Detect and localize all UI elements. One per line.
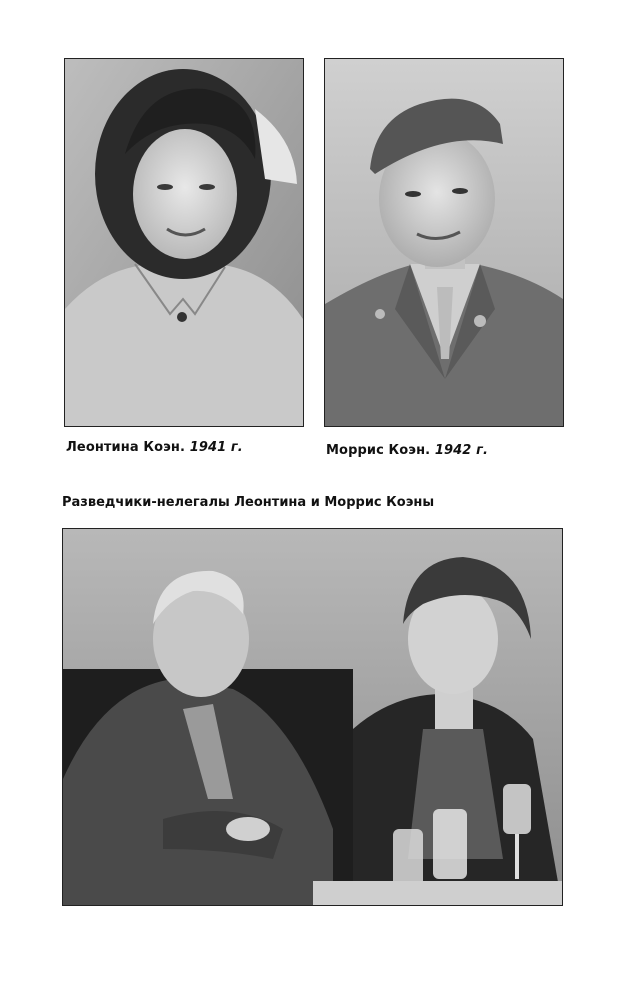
photo-couple	[62, 528, 563, 906]
caption-name: Моррис Коэн.	[326, 443, 431, 458]
caption-morris	[326, 443, 488, 458]
photo-morris-cohen	[324, 58, 564, 427]
caption-year: 1942 г.	[434, 443, 488, 458]
caption-year: 1941 г.	[189, 440, 243, 455]
caption-leontina	[66, 440, 243, 455]
photo-leontina-cohen	[64, 58, 304, 427]
caption-name: Леонтина Коэн.	[66, 440, 186, 455]
section-heading: Разведчики-нелегалы Леонтина и Моррис Коэны	[62, 495, 435, 510]
